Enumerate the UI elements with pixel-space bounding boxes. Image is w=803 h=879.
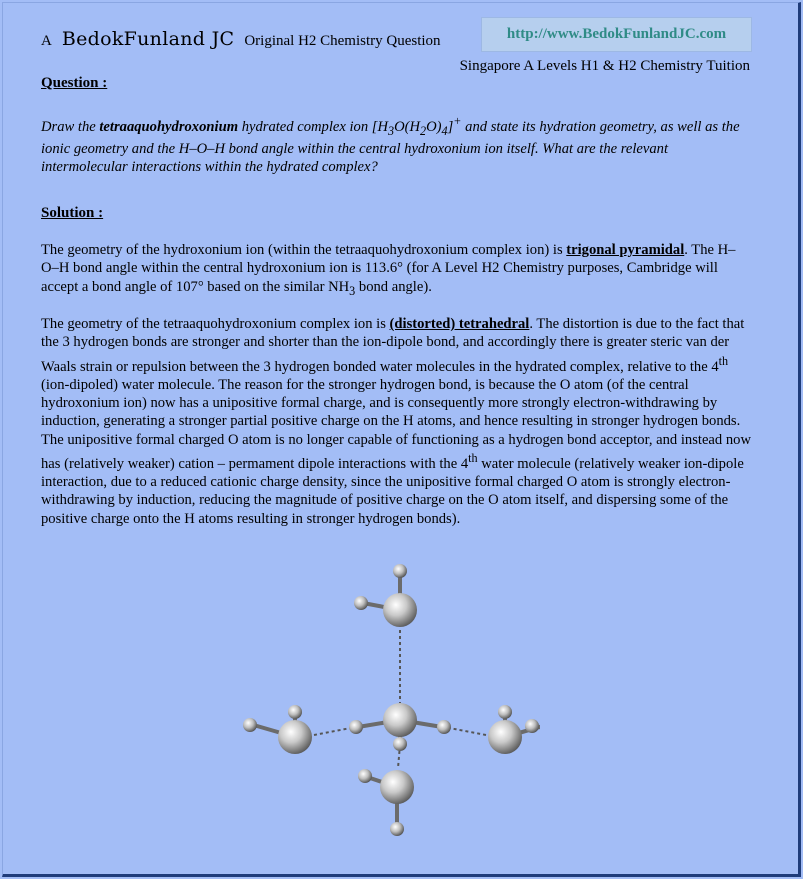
- tetraaquohydroxonium-molecule-diagram: [230, 555, 540, 845]
- question-text: Draw the tetraaquohydroxonium hydrated complex ion $[H_3O(H_2O)_4]^+$ and state its hydration geometry, as well as the ionic geometry and the H–O–H bond angle within the central hydroxonium ion itself. What are the relevant intermolecular interactions within the hydrated complex?: [41, 114, 740, 176]
- hydrogen-atom: [288, 705, 302, 719]
- hydrogen-atom: [437, 720, 451, 734]
- header-line: [41, 28, 441, 50]
- header-prefix: A: [41, 33, 52, 49]
- tagline: Singapore A Levels H1 & H2 Chemistry Tuition: [459, 58, 750, 74]
- hydrogen-atom: [390, 822, 404, 836]
- hydrogen-atom: [243, 718, 257, 732]
- oxygen-atom: [278, 720, 312, 754]
- brand-logo-text: BedokFunland JC: [61, 28, 235, 50]
- header-title: Original H2 Chemistry Question: [244, 33, 441, 49]
- solution-heading: Solution :: [41, 205, 104, 221]
- oxygen-atom: [380, 770, 414, 804]
- question-heading: Question :: [41, 75, 108, 91]
- hydrogen-atom: [525, 719, 539, 733]
- hydrogen-atom: [354, 596, 368, 610]
- solution-paragraph-1: The geometry of the hydroxonium ion (within the tetraaquohydroxonium complex ion) is trigonal pyramidal. The H–O–H bond angle within the central hydroxonium ion is 113.6° (for A Level H2 Chemistry purposes, Cambridge will accept a bond angle of 107° based on the similar $NH_3$ bond angle).: [41, 242, 736, 298]
- oxygen-atom: [383, 703, 417, 737]
- hydrogen-atom: [349, 720, 363, 734]
- hydrogen-atom: [358, 769, 372, 783]
- hydrogen-atom: [393, 564, 407, 578]
- website-link[interactable]: http://www.BedokFunlandJC.com: [481, 17, 752, 52]
- oxygen-atom: [383, 593, 417, 627]
- solution-paragraph-2: The geometry of the tetraaquohydroxonium complex ion is (distorted) tetrahedral. The distortion is due to the fact that the 3 hydrogen bonds are stronger and shorter than the ion-dipole bond, and accordingly there is greater steric van der Waals strain or repulsion between the 3 hydrogen bonded water molecules in the hydrated complex, relative to the 4th (ion-dipoled) water molecule. The reason for the stronger hydrogen bond, is because the O atom (of the central hydroxonium ion) now has a unipositive formal charge, and is consequently more strongly electron-withdrawing by induction, generating a stronger partial positive charge on the H atoms, and hence resulting in stronger hydrogen bonds. The unipositive formal charged O atom is no longer capable of functioning as a hydrogen bond acceptor, and instead now has (relatively weaker) cation – permament dipole interactions with the 4th water molecule (relatively weaker ion-dipole interaction, due to a reduced cationic charge density, since the unipositive formal charged O atom is strongly electron-withdrawing by induction, reducing the magnitude of positive charge on the O atom itself, and dispersing some of the positive charge onto the H atoms resulting in stronger hydrogen bonds).: [41, 316, 751, 527]
- oxygen-atom: [488, 720, 522, 754]
- hydrogen-atom: [393, 737, 407, 751]
- hydrogen-atom: [498, 705, 512, 719]
